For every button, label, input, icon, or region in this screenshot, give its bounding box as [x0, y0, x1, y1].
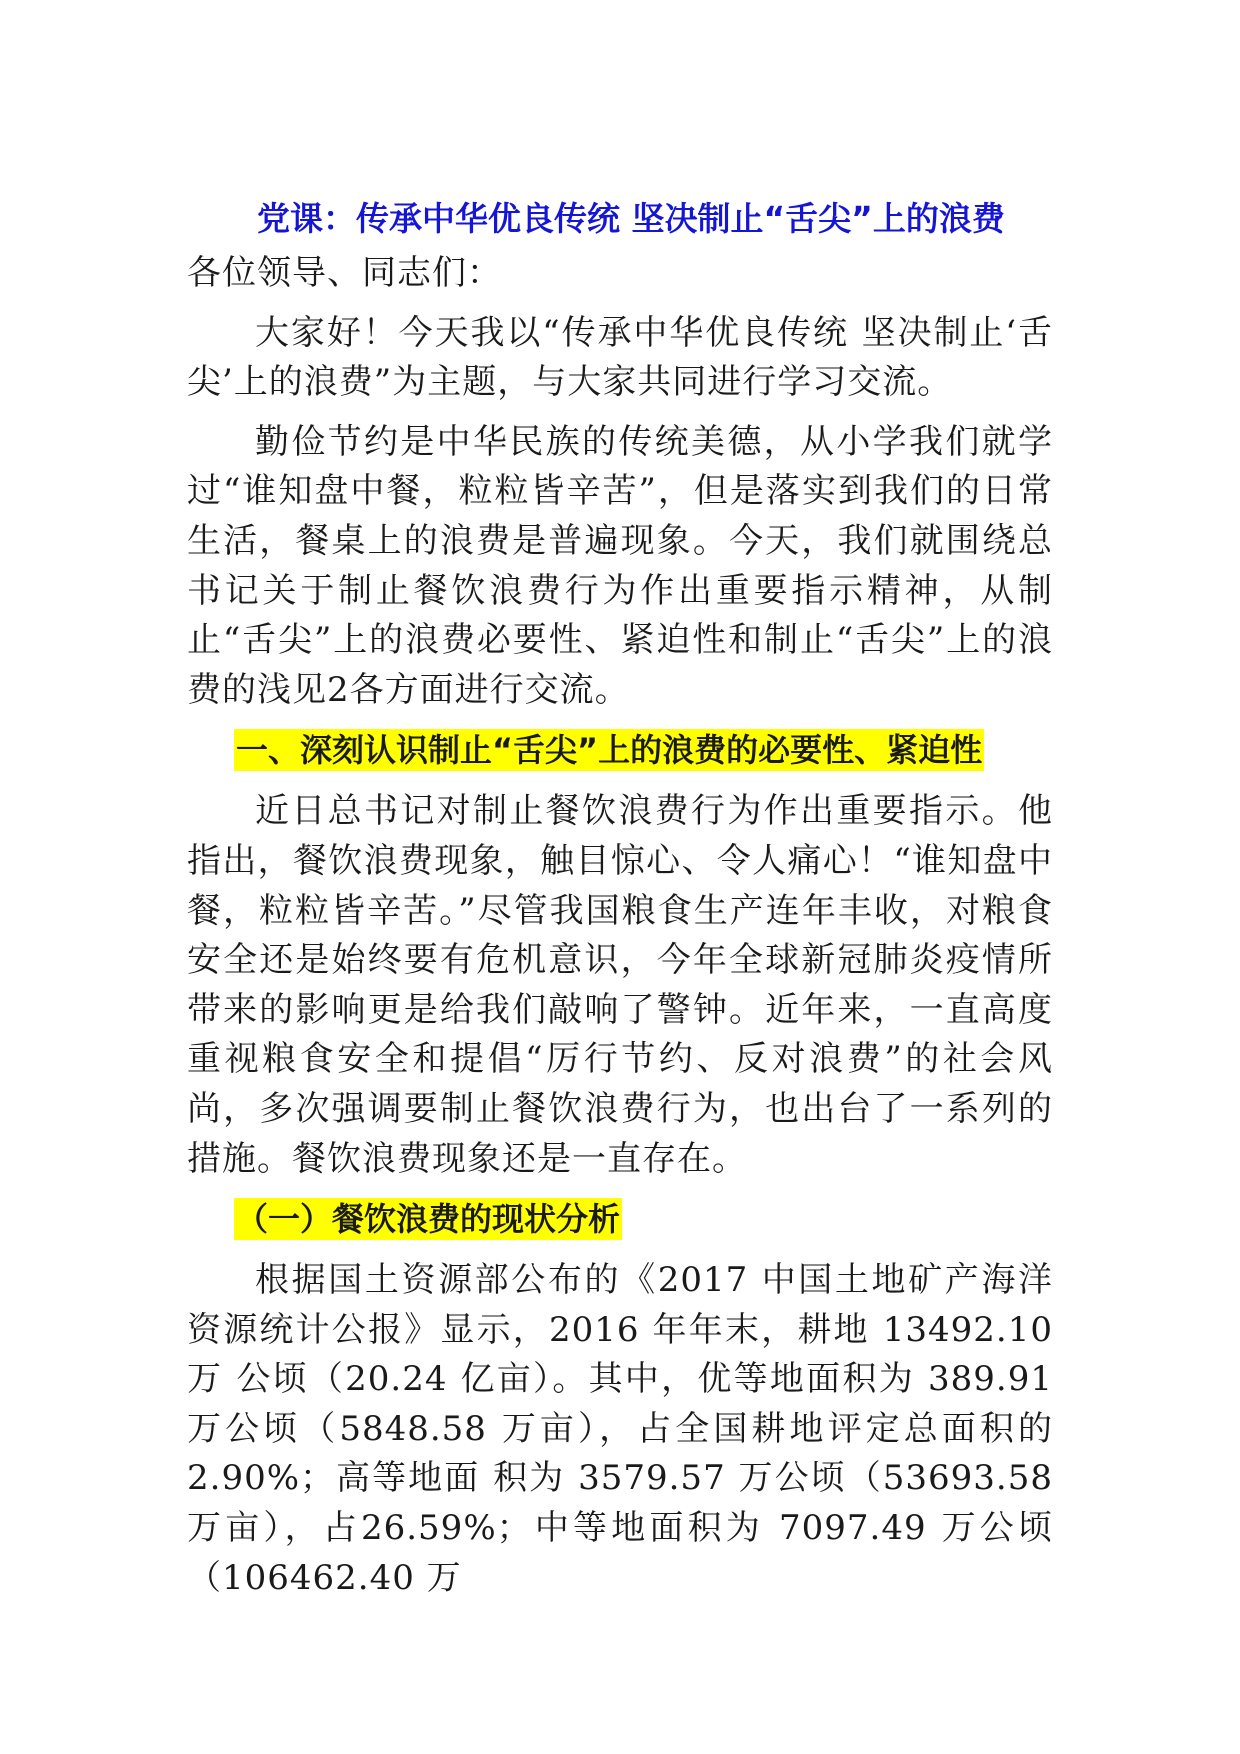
- section-heading-1: [187, 725, 1053, 775]
- subsection-heading-1: [187, 1194, 1053, 1244]
- section-heading-1-text: 一、深刻认识制止“舌尖”上的浪费的必要性、紧迫性: [236, 731, 983, 770]
- paragraph-thrift: 勤俭节约是中华民族的传统美德，从小学我们就学过“谁知盘中餐，粒粒皆辛苦”，但是落实到我们的日常生活，餐桌上的浪费是普遍现象。今天，我们就围绕总书记关于制止餐饮浪费行为作出重要指示精神，从制止“舌尖”上的浪费必要性、紧迫性和制止“舌尖”上的浪费的浅见2各方面进行交流。: [187, 421, 1053, 710]
- document-body: [187, 193, 1053, 1613]
- paragraph-intro: 大家好！今天我以“传承中华优良传统 坚决制止‘舌尖’上的浪费”为主题，与大家共同进行学习交流。: [187, 312, 1053, 403]
- salutation: 各位领导、同志们：: [187, 253, 502, 293]
- paragraph-directive: 近日总书记对制止餐饮浪费行为作出重要指示。他指出，餐饮浪费现象，触目惊心、令人痛心！“谁知盘中餐，粒粒皆辛苦。”尽管我国粮食生产连年丰收，对粮食安全还是始终要有危机意识，今年全球新冠肺炎疫情所带来的影响更是给我们敲响了警钟。近年来，一直高度重视粮食安全和提倡“厉行节约、反对浪费”的社会风尚，多次强调要制止餐饮浪费行为，也出台了一系列的措施。餐饮浪费现象还是一直存在。: [187, 791, 1053, 1179]
- paragraph-land-data: 根据国土资源部公布的《2017 中国土地矿产海洋资源统计公报》显示，2016 年年末，耕地 13492.10 万 公顷（20.24 亿亩）。其中，优等地面积为 389.91 万公顷（5848.58 万亩），占全国耕地评定总面积的 2.90%；高等地面 积为 3579.57 万公顷（53693.58 万亩），占26.59%；中等地面积为 7097.49 万公顷（106462.40 万: [187, 1260, 1053, 1598]
- subsection-heading-1-text: （一）餐饮浪费的现状分析: [236, 1200, 621, 1239]
- document-title: 党课：传承中华优良传统 坚决制止“舌尖”上的浪费: [257, 199, 1005, 238]
